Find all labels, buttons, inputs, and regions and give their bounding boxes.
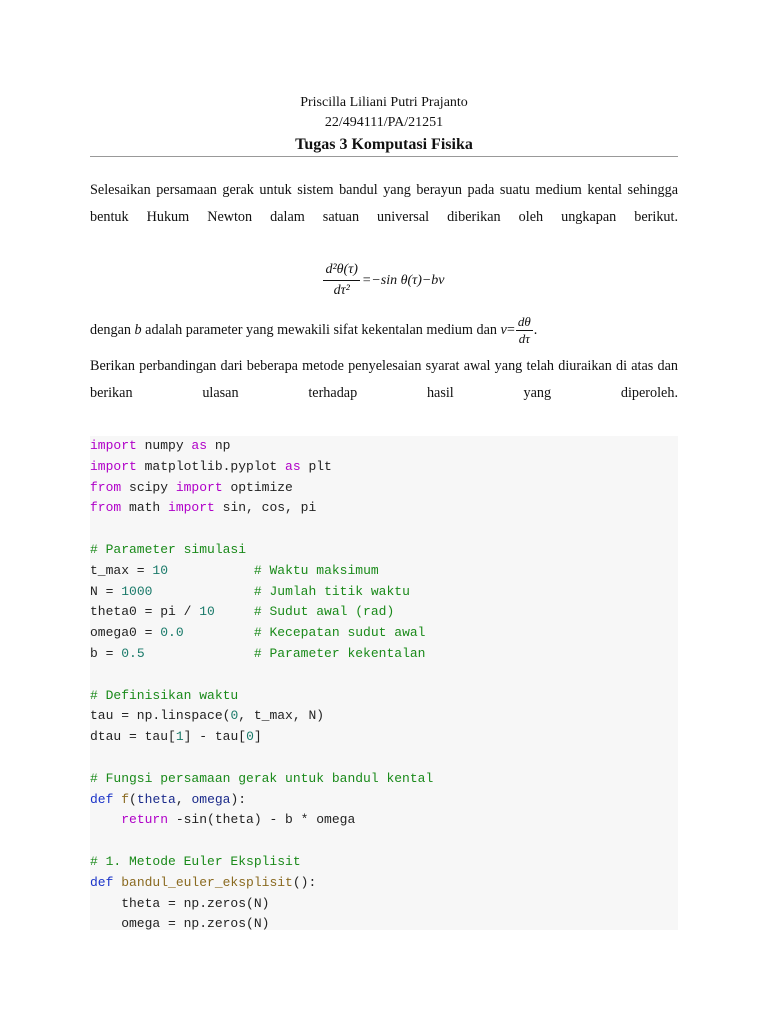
code-line: tau = np.linspace(0, t_max, N)	[90, 708, 325, 724]
code-line: omega = np.zeros(N)	[90, 916, 270, 932]
code-block	[90, 436, 678, 930]
code-line: omega0 = 0.0 # Kecepatan sudut awal	[90, 625, 426, 641]
code-line: dtau = tau[1] - tau[0]	[90, 729, 262, 745]
code-line: return -sin(theta) - b * omega	[121, 812, 356, 828]
code-line: def f(theta, omega):	[90, 791, 247, 807]
code-line: N = 1000 # Jumlah titik waktu	[90, 583, 410, 599]
definition-middle: adalah parameter yang mewakili sifat kekentalan medium dan	[145, 322, 497, 338]
code-line: # 1. Metode Euler Eksplisit	[90, 853, 301, 869]
equation-lhs-denominator: dτ²	[333, 283, 350, 298]
code-listing	[90, 436, 678, 935]
code-line	[90, 665, 678, 686]
code-line: b = 0.5 # Parameter kekentalan	[90, 645, 426, 661]
task-paragraph: Berikan perbandingan dari beberapa metode penyelesaian syarat awal yang telah diuraikan di atas dan berikan ulasan terhadap hasil yang diperoleh.	[90, 358, 678, 401]
code-line: # Fungsi persamaan gerak untuk bandul kental	[90, 770, 434, 786]
document-header	[90, 93, 678, 156]
equation-lhs-fraction	[323, 260, 359, 301]
code-line: theta = np.zeros(N)	[90, 895, 270, 911]
code-line: import numpy as np	[90, 438, 231, 453]
definition-variable: b	[134, 322, 142, 338]
code-line: # Definisikan waktu	[90, 687, 239, 703]
definition-paragraph: dengan b adalah parameter yang mewakili sifat kekentalan medium dan v = $\frac{d\theta}{d\tau}$ .	[90, 312, 678, 348]
code-line: import matplotlib.pyplot as plt	[90, 458, 332, 474]
velocity-symbol: v	[500, 322, 507, 338]
code-line	[90, 831, 678, 852]
author-name: Priscilla Liliani Putri Prajanto	[300, 95, 468, 110]
intro-paragraph: Selesaikan persamaan gerak untuk sistem bandul yang berayun pada suatu medium kental sehingga bentuk Hukum Newton dalam satuan universal diberikan oleh ungkapan berikut.	[90, 182, 678, 225]
equation-of-motion	[90, 260, 678, 301]
equation-rhs: =−sin θ(τ)−bv	[361, 272, 445, 288]
header-divider	[90, 156, 678, 157]
code-line: t_max = 10 # Waktu maksimum	[90, 562, 379, 578]
code-line: from scipy import optimize	[90, 479, 293, 495]
definition-prefix: dengan	[90, 322, 131, 338]
code-line: from math import sin, cos, pi	[90, 500, 317, 516]
equation-lhs-numerator: d²θ(τ)	[323, 260, 359, 281]
code-line: def bandul_euler_eksplisit():	[90, 874, 317, 890]
velocity-fraction: $\frac{d\theta}{d\tau}$	[517, 313, 531, 346]
code-line: # Parameter simulasi	[90, 541, 247, 557]
student-id: 22/494111/PA/21251	[324, 115, 444, 130]
document-title: Tugas 3 Komputasi Fisika	[295, 136, 473, 153]
code-line	[90, 519, 678, 540]
code-line	[90, 748, 678, 769]
code-line: theta0 = pi / 10 # Sudut awal (rad)	[90, 604, 395, 620]
